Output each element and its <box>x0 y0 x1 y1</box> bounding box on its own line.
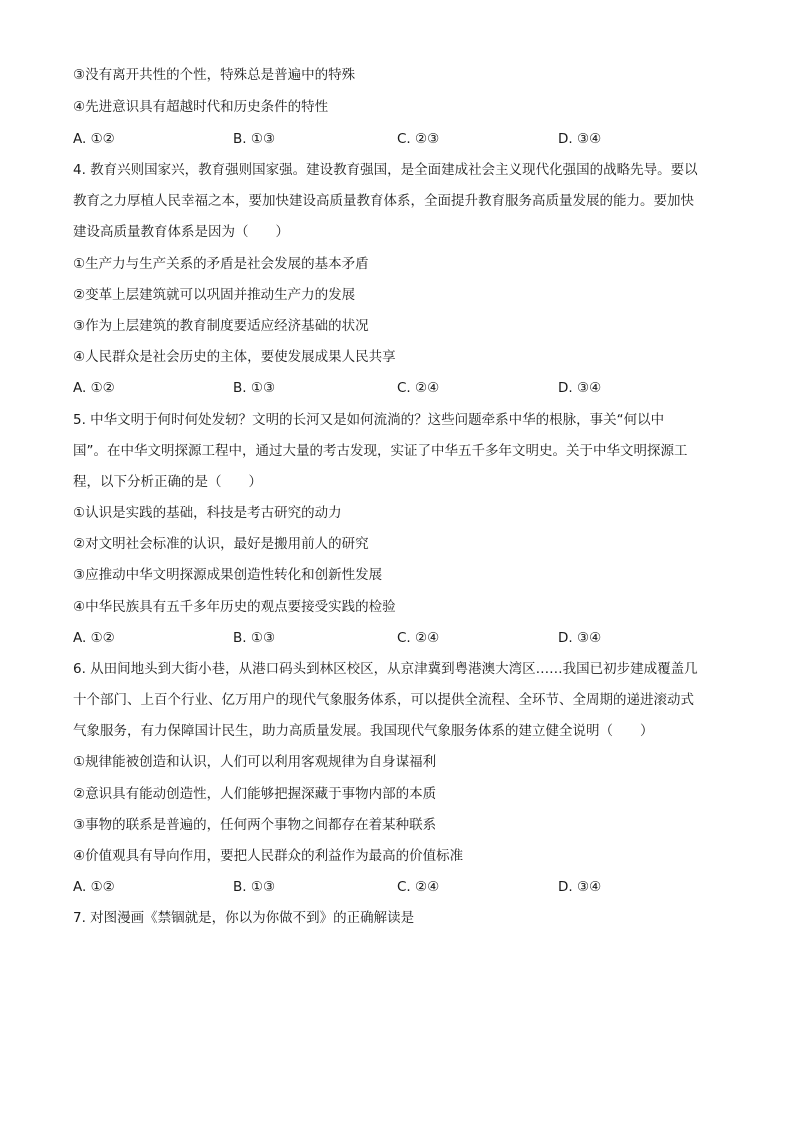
q5-option-d[interactable]: D. ③④ <box>558 630 602 646</box>
q5-item-3: ③应推动中华文明探源成果创造性转化和创新性发展 <box>73 567 383 583</box>
q4-stem-line: 教育之力厚植人民幸福之本，要加快建设高质量教育体系，全面提升教育服务高质量发展的能力。要加快 <box>73 193 694 209</box>
q3-option-b[interactable]: B. ①③ <box>233 131 276 147</box>
q4-stem-line: 4. 教育兴则国家兴，教育强则国家强。建设教育强国，是全面建成社会主义现代化强国的战略先导。要以 <box>73 162 698 178</box>
q5-stem-line: 程，以下分析正确的是（ ） <box>73 474 262 490</box>
q4-item-1: ①生产力与生产关系的矛盾是社会发展的基本矛盾 <box>73 256 369 272</box>
q6-stem-line: 气象服务，有力保障国计民生，助力高质量发展。我国现代气象服务体系的建立健全说明（ ） <box>73 723 654 739</box>
q4-option-d[interactable]: D. ③④ <box>558 380 602 396</box>
q5-item-2: ②对文明社会标准的认识，最好是搬用前人的研究 <box>73 536 369 552</box>
q4-item-4: ④人民群众是社会历史的主体，要使发展成果人民共享 <box>73 349 396 365</box>
q3-option-a[interactable]: A. ①② <box>73 131 115 147</box>
q6-item-1: ①规律能被创造和认识，人们可以利用客观规律为自身谋福利 <box>73 754 437 770</box>
q4-option-c[interactable]: C. ②④ <box>397 380 440 396</box>
q6-option-c[interactable]: C. ②④ <box>397 879 440 895</box>
q3-item-4: ④先进意识具有超越时代和历史条件的特性 <box>73 99 329 115</box>
q5-option-a[interactable]: A. ①② <box>73 630 115 646</box>
q5-item-1: ①认识是实践的基础，科技是考古研究的动力 <box>73 505 342 521</box>
q6-stem-line: 十个部门、上百个行业、亿万用户的现代气象服务体系，可以提供全流程、全环节、全周期的递进滚动式 <box>73 692 694 708</box>
q6-item-3: ③事物的联系是普遍的，任何两个事物之间都存在着某种联系 <box>73 817 437 833</box>
q4-option-b[interactable]: B. ①③ <box>233 380 276 396</box>
q4-item-3: ③作为上层建筑的教育制度要适应经济基础的状况 <box>73 318 369 334</box>
q4-item-2: ②变革上层建筑就可以巩固并推动生产力的发展 <box>73 287 356 303</box>
q5-option-b[interactable]: B. ①③ <box>233 630 276 646</box>
q6-option-b[interactable]: B. ①③ <box>233 879 276 895</box>
q4-option-a[interactable]: A. ①② <box>73 380 115 396</box>
q4-stem-line: 建设高质量教育体系是因为（ ） <box>73 224 289 240</box>
q6-item-2: ②意识具有能动创造性，人们能够把握深藏于事物内部的本质 <box>73 786 437 802</box>
q3-option-c[interactable]: C. ②③ <box>397 131 440 147</box>
q5-item-4: ④中华民族具有五千多年历史的观点要接受实践的检验 <box>73 599 396 615</box>
q6-option-d[interactable]: D. ③④ <box>558 879 602 895</box>
q3-item-3: ③没有离开共性的个性，特殊总是普遍中的特殊 <box>73 67 356 83</box>
q6-item-4: ④价值观具有导向作用，要把人民群众的利益作为最高的价值标准 <box>73 848 464 864</box>
q3-option-d[interactable]: D. ③④ <box>558 131 602 147</box>
q5-stem-line: 国”。在中华文明探源工程中，通过大量的考古发现，实证了中华五千多年文明史。关于中华文明探源工 <box>73 443 688 459</box>
q5-option-c[interactable]: C. ②④ <box>397 630 440 646</box>
q6-option-a[interactable]: A. ①② <box>73 879 115 895</box>
q6-stem-line: 6. 从田间地头到大街小巷，从港口码头到林区校区，从京津冀到粤港澳大湾区……我国已初步建成覆盖几 <box>73 661 698 677</box>
q5-stem-line: 5. 中华文明于何时何处发轫？文明的长河又是如何流淌的？这些问题牵系中华的根脉，事关“何以中 <box>73 412 665 428</box>
q7-stem-line: 7. 对图漫画《禁锢就是，你以为你做不到》的正确解读是 <box>73 910 415 926</box>
